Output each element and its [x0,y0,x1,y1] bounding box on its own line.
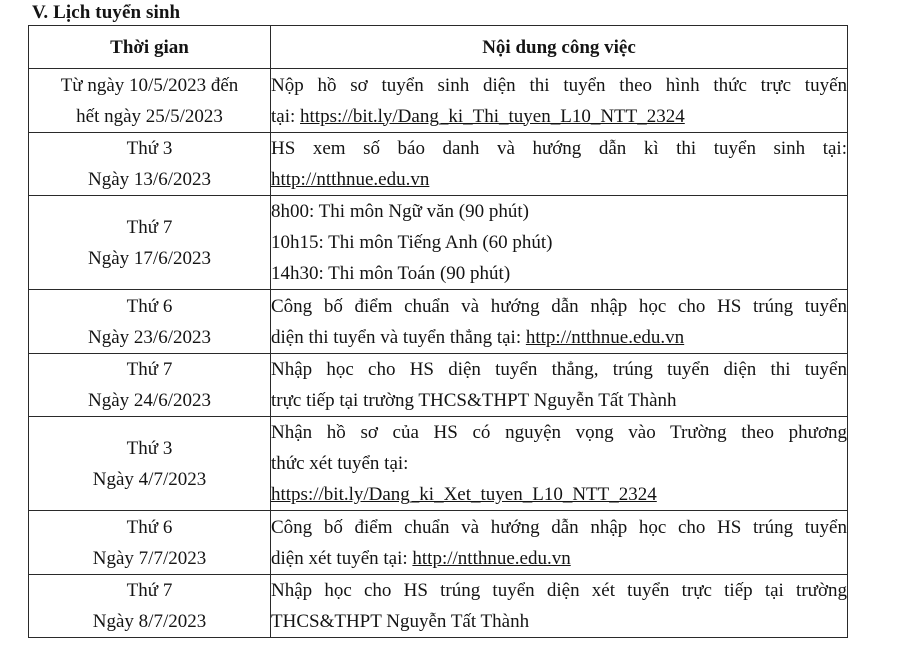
time-line: Thứ 3 [126,138,173,159]
task-line [271,575,847,606]
schedule-task [271,133,848,196]
table-header-row [29,26,848,69]
admission-schedule-table [28,25,848,638]
schedule-task [271,354,848,417]
task-line [271,164,847,195]
table-row [29,575,848,638]
time-line: hết ngày 25/5/2023 [76,105,223,127]
task-link[interactable]: http://ntthnue.edu.vn [525,326,685,348]
time-line: Ngày 4/7/2023 [92,468,207,490]
time-line: Ngày 17/6/2023 [88,247,211,269]
time-line: Thứ 3 [126,437,173,459]
time-line: Thứ 6 [126,295,173,317]
task-text: HS xem số báo danh và hướng dẫn kì thi tuyển sinh tại: [271,138,847,159]
time-line: Ngày 24/6/2023 [88,390,211,411]
task-text: tại: [271,105,301,127]
time-line: Ngày 23/6/2023 [88,326,211,348]
task-line [271,70,847,101]
task-line [271,417,847,448]
task-line [271,606,847,637]
schedule-time [29,290,271,354]
time-line: Thứ 7 [126,216,173,238]
task-text: 8h00: Thi môn Ngữ văn (90 phút) [271,201,529,222]
schedule-time [29,69,271,133]
section-title: V. Lịch tuyển sinh [32,2,181,23]
header-content: Nội dung công việc [271,26,848,69]
schedule-time [29,575,271,638]
task-link[interactable]: http://ntthnue.edu.vn [271,169,430,190]
task-text: diện thi tuyển và tuyển thẳng tại: [271,326,526,348]
task-line [271,258,847,289]
table-row [29,196,848,290]
table-row [29,354,848,417]
task-line [271,227,847,258]
table-row [29,69,848,133]
task-line [271,291,847,322]
task-line [271,196,847,227]
task-line [271,385,847,416]
schedule-time [29,133,271,196]
schedule-time [29,417,271,511]
time-line: Ngày 13/6/2023 [88,169,211,190]
task-text: Nộp hồ sơ tuyển sinh diện thi tuyển theo hình thức trực tuyến [271,74,847,96]
table-body [29,69,848,638]
time-line: Thứ 7 [126,580,173,601]
time-line: Từ ngày 10/5/2023 đến [60,74,239,96]
task-text: Công bố điểm chuẩn và hướng dẫn nhập học cho HS trúng tuyển [271,516,847,538]
task-line [271,543,847,574]
table-row [29,511,848,575]
task-text: 14h30: Thi môn Toán (90 phút) [271,263,511,284]
task-line [271,354,847,385]
task-link[interactable]: https://bit.ly/Dang_ki_Thi_tuyen_L10_NTT_2324 [300,105,685,127]
task-text: diện xét tuyển tại: [271,547,413,569]
schedule-time [29,354,271,417]
time-line: Ngày 8/7/2023 [92,611,207,632]
table-row [29,290,848,354]
header-time: Thời gian [29,26,271,69]
schedule-task [271,290,848,354]
task-line [271,101,847,132]
task-text: 10h15: Thi môn Tiếng Anh (60 phút) [271,232,553,253]
schedule-task [271,575,848,638]
task-text: Nhập học cho HS trúng tuyển diện xét tuyển trực tiếp tại trường [271,580,847,601]
schedule-task [271,196,848,290]
table-row [29,133,848,196]
schedule-time [29,511,271,575]
task-line [271,512,847,543]
task-text: thức xét tuyển tại: [271,453,409,474]
task-link[interactable]: http://ntthnue.edu.vn [412,547,571,569]
task-line [271,133,847,164]
task-text: trực tiếp tại trường THCS&THPT Nguyễn Tất Thành [271,390,677,411]
schedule-task [271,69,848,133]
schedule-time [29,196,271,290]
task-text: Nhận hồ sơ của HS có nguyện vọng vào Trường theo phương [271,422,847,443]
task-text: Nhập học cho HS diện tuyển thẳng, trúng tuyển diện thi tuyển [271,359,847,380]
time-line: Ngày 7/7/2023 [92,547,207,569]
time-line: Thứ 7 [126,359,173,380]
task-line [271,479,847,510]
task-line [271,322,847,353]
table-row [29,417,848,511]
task-text: Công bố điểm chuẩn và hướng dẫn nhập học cho HS trúng tuyển [271,295,847,317]
schedule-task [271,511,848,575]
task-text: THCS&THPT Nguyễn Tất Thành [271,611,530,632]
task-line [271,448,847,479]
schedule-task [271,417,848,511]
task-link[interactable]: https://bit.ly/Dang_ki_Xet_tuyen_L10_NTT_2324 [271,484,657,505]
time-line: Thứ 6 [126,516,173,538]
